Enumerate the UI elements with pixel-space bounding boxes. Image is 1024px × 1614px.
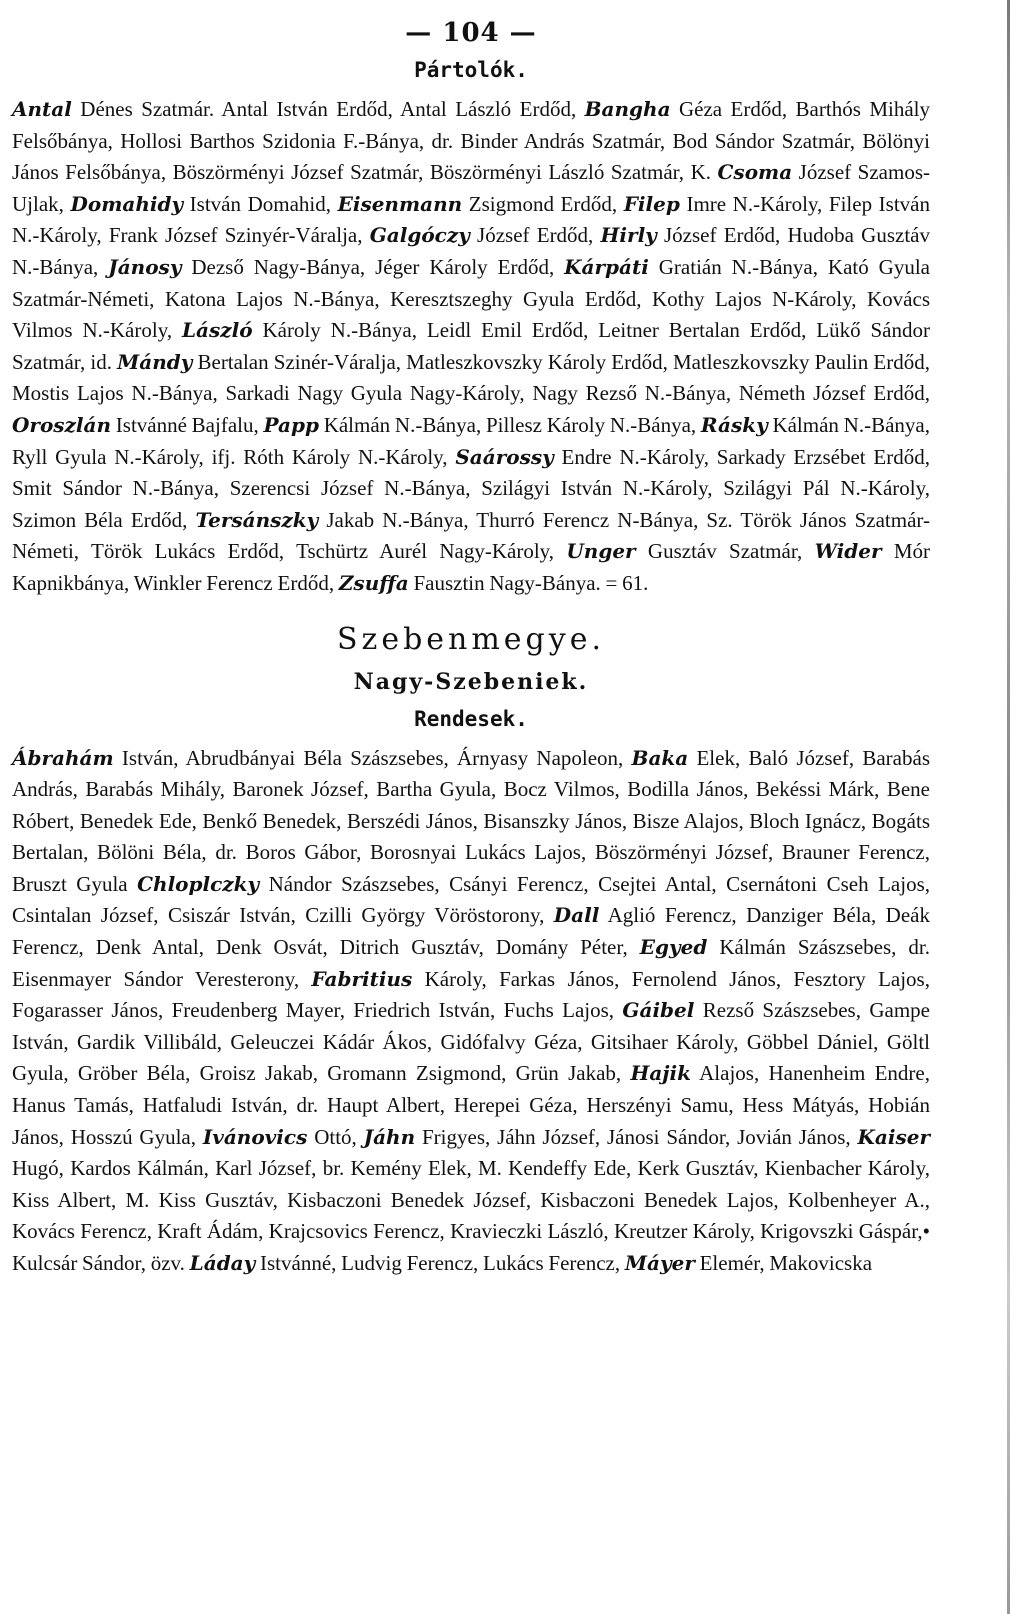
entry-text: Nándor Szászsebes, Csányi Ferencz, Csejtei Antal, Csernátoni Cseh Lajos, Csintalan József, Csiszár István, Czilli György Vöröstorony, xyxy=(12,871,931,928)
surname-highlight: Eisenmann xyxy=(337,191,463,216)
entry-text: Aglió Ferencz, Danziger Béla, Deák Ferencz, Denk Antal, Denk Osvát, Ditrich Gusztáv, Domány Péter, xyxy=(12,903,930,960)
page-edge-shadow xyxy=(1007,0,1010,1614)
list-entry xyxy=(71,192,338,216)
surname-highlight: Dall xyxy=(553,903,600,928)
entry-text: Mór Kapnikbánya, Winkler Ferencz Erdőd, xyxy=(12,539,930,595)
list-entry xyxy=(190,1251,625,1275)
list-entry xyxy=(566,539,814,563)
entry-text: Elek, Baló József, Barabás András, Barabás Mihály, Baronek József, Bartha Gyula, Bocz Vilmos, Bodilla János, Bekéssi Márk, Bene Róbert, Benedek Ede, Benkő Benedek, Berszédi János, Bisanszky János, Bisze Alajos, Bloch Ignácz, Bogáts Bertalan, Bölöni Béla, dr. Boros Gábor, Borosnyai Lukács Lajos, Böszörményi József, Brauner Ferencz, Bruszt Gyula xyxy=(12,745,930,896)
entry-text: István, Abrudbányai Béla Szászsebes, Árnyasy Napoleon, xyxy=(113,745,632,770)
entry-text: Imre N.-Károly, Filep István N.-Károly, Frank József Szinyér-Váralja, xyxy=(12,191,930,248)
entry-text: Elemér, Makovicska xyxy=(694,1251,873,1275)
entry-text: József Szamos-Ujlak, xyxy=(12,160,930,216)
surname-highlight: Máyer xyxy=(624,1251,695,1275)
entry-text: József Erdőd, Hudoba Gusztáv N.-Bánya, xyxy=(12,223,930,279)
surname-highlight: Tersánszky xyxy=(195,507,319,532)
surname-highlight: Hajik xyxy=(630,1061,691,1086)
surname-highlight: Antal xyxy=(12,97,72,121)
entry-text: Károly, Farkas János, Fernolend János, Fesztory Lajos, Fogarasser János, Freudenberg Mayer, Friedrich István, Fuchs Lajos, xyxy=(12,966,930,1023)
surname-highlight: Jánosy xyxy=(108,254,182,279)
entry-text: Gusztáv Szatmár, xyxy=(635,539,815,564)
city-heading: Nagy-Szebeniek. xyxy=(353,668,589,695)
entry-text: Kálmán Szászsebes, dr. Eisenmayer Sándor Veresterony, xyxy=(12,935,930,991)
member-list-partolok xyxy=(12,94,930,600)
entry-text: Istvánné, Ludvig Ferencz, Lukács Ferencz, xyxy=(255,1251,625,1275)
list-entry xyxy=(12,97,585,121)
surname-highlight: Rásky xyxy=(700,412,768,437)
entry-text: József Erdőd, xyxy=(469,223,601,248)
entry-text: Kálmán N.-Bánya, Ryll Gyula N.-Károly, ifj. Róth Károly N.-Károly, xyxy=(12,412,930,469)
surname-highlight: Jáhn xyxy=(363,1124,416,1149)
list-entry xyxy=(12,350,930,406)
entry-text: Alajos, Hanenheim Endre, Hanus Tamás, Hatfaludi István, dr. Haupt Albert, Herepei Géza, Herszényi Samu, Hess Mátyás, Hobián János, Hosszú Gyula, xyxy=(12,1061,930,1149)
list-entry xyxy=(264,413,701,437)
entry-text: Géza Erdőd, Barthós Mihály Felsőbánya, Hollosi Barthos Szidonia F.-Bánya, dr. Binder András Szatmár, Bod Sándor Szatmár, Bölönyi János Felsőbánya, Böszörményi József Szatmár, Böszörményi László Szatmár, K. xyxy=(12,97,930,185)
surname-highlight: Bangha xyxy=(584,97,671,121)
entry-text: István Domahid, xyxy=(183,191,338,216)
surname-highlight: Saárossy xyxy=(455,444,554,469)
surname-highlight: Oroszlán xyxy=(12,412,112,437)
list-entry xyxy=(12,746,632,770)
entry-text: Dezső Nagy-Bánya, Jéger Károly Erdőd, xyxy=(181,254,565,279)
entry-text: Károly N.-Bánya, Leidl Emil Erdőd, Leitner Bertalan Erdőd, Lükő Sándor Szatmár, id. xyxy=(12,318,930,374)
surname-highlight: Domahidy xyxy=(70,191,184,216)
surname-highlight: Gáibel xyxy=(622,998,695,1023)
surname-highlight: Hirly xyxy=(600,223,657,248)
surname-highlight: Csoma xyxy=(717,160,793,185)
surname-highlight: Fabritius xyxy=(311,966,413,991)
surname-highlight: Kaiser xyxy=(857,1124,930,1149)
surname-highlight: Kárpáti xyxy=(564,254,649,279)
entry-text: Jakab N.-Bánya, Thurró Ferencz N-Bánya, Sz. Török János Szatmár-Németi, Török Lukács Erdőd, Tschürtz Aurél Nagy-Károly, xyxy=(12,507,930,564)
section-heading-rendesek: Rendesek. xyxy=(414,706,528,731)
entry-text: Gratián N.-Bánya, Kató Gyula Szatmár-Németi, Katona Lajos N.-Bánya, Keresztszeghy Gyula Erdőd, Kothy Lajos N-Károly, Kovács Vilmos N.-Károly, xyxy=(12,254,930,343)
county-heading: Szebenmegye. xyxy=(336,621,606,657)
entry-text: Ottó, xyxy=(307,1124,364,1149)
list-entry xyxy=(108,255,564,279)
list-entry xyxy=(338,192,624,216)
member-list-rendesek xyxy=(12,743,930,1280)
entry-text: Kálmán N.-Bánya, Pillesz Károly N.-Bánya, xyxy=(318,412,701,437)
surname-highlight: Ivánovics xyxy=(202,1124,308,1149)
entry-text: Frigyes, Jáhn József, Jánosi Sándor, Jovián János, xyxy=(415,1124,858,1149)
surname-highlight: Zsuffa xyxy=(338,570,409,595)
surname-highlight: Egyed xyxy=(639,935,708,960)
entry-text: Dénes Szatmár. Antal István Erdőd, Antal László Erdőd, xyxy=(71,97,585,121)
surname-highlight: Unger xyxy=(566,539,636,564)
entry-text: Fausztin Nagy-Bánya. = 61. xyxy=(408,570,649,595)
list-entry xyxy=(339,571,649,595)
entry-text: Istvánné Bajfalu, xyxy=(111,412,264,437)
surname-highlight: Ábrahám xyxy=(12,745,114,770)
list-entry xyxy=(203,1125,364,1149)
list-entry xyxy=(364,1125,858,1149)
list-entry xyxy=(370,223,601,247)
entry-text: Zsigmond Erdőd, xyxy=(462,191,624,216)
surname-highlight: Chloplczky xyxy=(137,871,260,896)
surname-highlight: Mándy xyxy=(117,349,193,374)
surname-highlight: László xyxy=(181,318,253,343)
list-entry xyxy=(625,1251,872,1275)
surname-highlight: Galgóczy xyxy=(369,223,470,248)
page-number: — 104 — xyxy=(405,18,537,48)
entry-text: Endre N.-Károly, Sarkady Erzsébet Erdőd, Smit Sándor N.-Bánya, Szerencsi József N.-Bánya, Szilágyi István N.-Károly, Szilágyi Pál N.-Károly, Szimon Béla Erdőd, xyxy=(12,444,930,532)
surname-highlight: Láday xyxy=(189,1251,256,1275)
entry-text: Hugó, Kardos Kálmán, Karl József, br. Kemény Elek, M. Kendeffy Ede, Kerk Gusztáv, Kienbacher Károly, Kiss Albert, M. Kiss Gusztáv, Kisbaczoni Benedek József, Kisbaczoni Benedek Lajos, Kolbenheyer A., Kovács Ferencz, Kraft Ádám, Krajcsovics Ferencz, Kravieczki László, Kreutzer Károly, Krigovszki Gáspár,• Kulcsár Sándor, özv. xyxy=(12,1156,930,1275)
surname-highlight: Papp xyxy=(263,412,319,437)
surname-highlight: Baka xyxy=(631,745,689,770)
entry-text: Rezső Szászsebes, Gampe István, Gardik Villibáld, Geleuczei Kádár Ákos, Gidófalvy Géza, Gitsihaer Károly, Göbbel Dániel, Göltl Gyula, Gröber Béla, Groisz Jakab, Gromann Zsigmond, Grün Jakab, xyxy=(12,998,930,1086)
surname-highlight: Wider xyxy=(814,539,882,564)
surname-highlight: Filep xyxy=(623,191,680,216)
document-page xyxy=(12,18,930,1280)
section-heading-partolok: Pártolók. xyxy=(414,58,528,82)
entry-text: Bertalan Szinér-Váralja, Matleszkovszky Károly Erdőd, Matleszkovszky Paulin Erdőd, Mostis Lajos N.-Bánya, Sarkadi Nagy Gyula Nagy-Károly, Nagy Rezső N.-Bánya, Németh József Erdőd, xyxy=(12,349,930,406)
list-entry xyxy=(12,413,264,437)
